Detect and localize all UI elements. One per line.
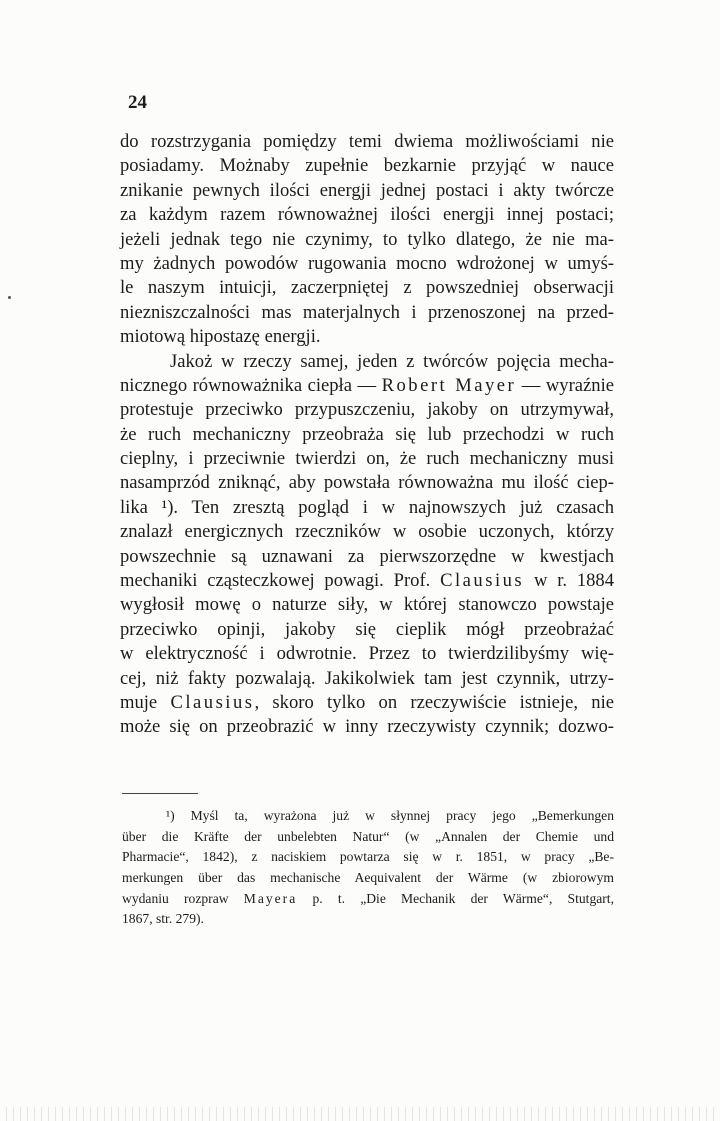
scan-edge: [0, 1107, 720, 1121]
text-line: cej, niż fakty pozwalają. Jakikolwiek tam jest czynnik, utrzy-: [120, 667, 614, 689]
text-line: my żadnych powodów rugowania mocno wdrożonej w umyś-: [120, 252, 614, 274]
scan-speck: [8, 296, 11, 299]
text-line: powszechnie są uznawani za pierwszorzędne w kwestjach: [120, 545, 614, 567]
text-line: że ruch mechaniczny przeobraża się lub przechodzi w ruch: [120, 423, 614, 445]
text-line: [120, 374, 614, 398]
footnote-line: [122, 889, 614, 910]
text-line: [120, 569, 614, 593]
text-line: protestuje przeciwko przypuszczeniu, jakoby on utrzymywał,: [120, 399, 614, 421]
text-line: niezniszczalności mas materjalnych i przenoszonej na przed-: [120, 301, 614, 323]
text-line: za każdym razem równoważnej ilości energji innej postaci;: [120, 204, 614, 226]
text-line: Jakoż w rzeczy samej, jeden z twórców pojęcia mecha-: [170, 350, 614, 372]
text-run: mechaniki cząsteczkowej powagi. Prof.: [120, 570, 441, 592]
text-run: w r. 1884: [524, 570, 615, 592]
text-line: posiadamy. Możnaby zupełnie bezkarnie przyjąć w nauce: [120, 155, 614, 177]
text-line: [120, 691, 614, 715]
footnote-line: merkungen über das mechanische Aequivalent der Wärme (w zbiorowym: [122, 870, 614, 886]
text-line: le naszym intuicji, zaczerpniętej z powszedniej obserwacji: [120, 277, 614, 299]
text-line: wygłosił mowę o naturze siły, w której stanowczo powstaje: [120, 594, 614, 616]
footnote: [122, 806, 614, 930]
footnote-divider: [122, 793, 198, 794]
text-line: znikanie pewnych ilości energji jednej postaci i akty twórcze: [120, 179, 614, 201]
text-run: wydaniu rozpraw: [122, 890, 244, 906]
text-run: — wyraźnie: [516, 374, 614, 396]
text-line: nasamprzód zniknąć, aby powstała równoważna mu ilość ciep-: [120, 472, 614, 494]
text-line: przeciwko opinji, jakoby się cieplik mógł przeobrażać: [120, 618, 614, 640]
text-line: do rozstrzygania pomiędzy temi dwiema możliwościami nie: [120, 131, 614, 152]
text-run: , skoro tylko on rzeczywiście istnieje, nie: [254, 691, 614, 713]
footnote-line: über die Kräfte der unbelebten Natur“ (w „Annalen der Chemie und: [122, 828, 614, 844]
text-run: p. t. „Die Mechanik der Wärme“, Stutgart,: [297, 890, 614, 906]
spaced-name: Clausius: [440, 570, 525, 592]
text-line: cieplny, i przeciwnie twierdzi on, że ruch mechaniczny musi: [120, 448, 614, 470]
spaced-name: Mayera: [243, 890, 298, 906]
body-text: [120, 130, 614, 740]
text-run: nicznego równoważnika ciepła —: [120, 374, 382, 396]
footnote-line: 1867, str. 279).: [122, 911, 204, 927]
text-line: lika ¹). Ten zresztą pogląd i w najnowszych już czasach: [120, 496, 614, 518]
text-line: znalazł energicznych rzeczników w osobie uczonych, którzy: [120, 521, 614, 543]
text-line: w elektryczność i odwrotnie. Przez to twierdzilibyśmy wię-: [120, 643, 614, 665]
footnote-line: ¹) Myśl ta, wyrażona już w słynnej pracy jego „Bemerkungen: [166, 808, 614, 823]
text-line: miotową hipostazę energji.: [120, 326, 321, 348]
text-line: jeżeli jednak tego nie czynimy, to tylko dlatego, że nie ma-: [120, 228, 614, 250]
footnote-line: Pharmacie“, 1842), z naciskiem powtarza się w r. 1851, w pracy „Be-: [122, 849, 614, 865]
page-number: 24: [128, 92, 147, 113]
spaced-name: Clausius: [170, 691, 255, 713]
spaced-name: Robert Mayer: [381, 374, 517, 396]
text-line: może się on przeobrazić w inny rzeczywisty czynnik; dozwo-: [120, 716, 614, 738]
text-run: muje: [120, 691, 171, 713]
